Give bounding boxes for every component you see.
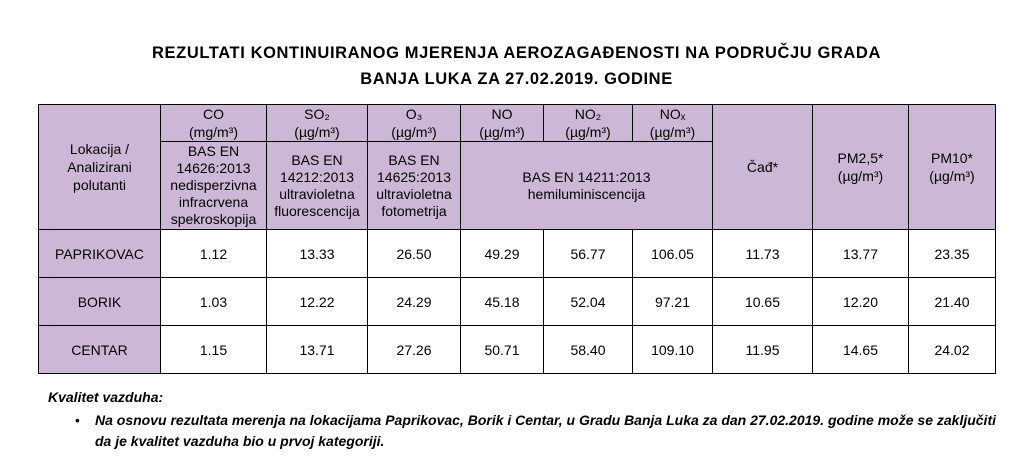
table-cell: 24.02 xyxy=(909,326,996,374)
col-header-co xyxy=(161,105,267,142)
col-header-cadj xyxy=(713,105,813,230)
page-title xyxy=(30,40,1003,92)
results-table xyxy=(38,104,996,374)
pollutant-name: NOₓ xyxy=(659,106,686,122)
pollutant-unit: (µg/m³) xyxy=(837,168,884,184)
corner-header: Lokacija / Analizirani polutanti xyxy=(39,105,161,230)
table-cell: 1.03 xyxy=(161,278,267,326)
col-header-pm10 xyxy=(909,105,996,230)
table-cell: 11.73 xyxy=(713,230,813,278)
col-header-o3 xyxy=(368,105,461,142)
method-so2: BAS EN 14212:2013 ultravioletna fluorescencija xyxy=(267,142,368,230)
air-quality-note-row xyxy=(48,410,1003,452)
table-cell: 58.40 xyxy=(544,326,633,374)
table-cell: 24.29 xyxy=(368,278,461,326)
row-header-location: PAPRIKOVAC xyxy=(39,230,161,278)
pollutant-name: NO xyxy=(491,106,513,122)
table-cell: 12.22 xyxy=(267,278,368,326)
table-cell: 12.20 xyxy=(813,278,909,326)
pollutant-name: SO₂ xyxy=(304,106,330,122)
table-cell: 14.65 xyxy=(813,326,909,374)
table-row-centar xyxy=(39,326,996,374)
title-line-2: BANJA LUKA ZA 27.02.2019. GODINE xyxy=(360,70,673,88)
pollutant-unit: (µg/m³) xyxy=(649,124,696,140)
table-cell: 13.77 xyxy=(813,230,909,278)
pollutant-unit: (µg/m³) xyxy=(391,124,437,140)
table-cell: 1.12 xyxy=(161,230,267,278)
bullet-icon: • xyxy=(75,413,80,428)
col-header-so2 xyxy=(267,105,368,142)
table-cell: 10.65 xyxy=(713,278,813,326)
table-cell: 27.26 xyxy=(368,326,461,374)
table-cell: 21.40 xyxy=(909,278,996,326)
row-header-location: BORIK xyxy=(39,278,161,326)
title-line-1: REZULTATI KONTINUIRANOG MJERENJA AEROZAGAĐENOSTI NA PODRUČJU GRADA xyxy=(152,44,881,62)
table-cell: 26.50 xyxy=(368,230,461,278)
table-cell: 49.29 xyxy=(461,230,544,278)
table-cell: 1.15 xyxy=(161,326,267,374)
table-cell: 97.21 xyxy=(633,278,713,326)
method-o3: BAS EN 14625:2013 ultravioletna fotometrija xyxy=(368,142,461,230)
table-cell: 23.35 xyxy=(909,230,996,278)
col-header-pm25 xyxy=(813,105,909,230)
method-no-group: BAS EN 14211:2013 hemiluminiscencija xyxy=(461,142,713,230)
pollutant-name: PM10* xyxy=(930,150,974,166)
air-quality-footer xyxy=(48,387,1003,452)
col-header-no xyxy=(461,105,544,142)
header-row-pollutants xyxy=(39,105,996,142)
table-cell: 106.05 xyxy=(633,230,713,278)
method-co: BAS EN 14626:2013 nedisperzivna infracrvena spekroskopija xyxy=(161,142,267,230)
pollutant-unit: (µg/m³) xyxy=(479,124,525,140)
table-cell: 45.18 xyxy=(461,278,544,326)
table-row-borik xyxy=(39,278,996,326)
pollutant-unit: (µg/m³) xyxy=(294,124,340,140)
row-header-location: CENTAR xyxy=(39,326,161,374)
table-cell: 56.77 xyxy=(544,230,633,278)
pollutant-name: Čađ* xyxy=(746,159,779,175)
table-cell: 50.71 xyxy=(461,326,544,374)
table-cell: 11.95 xyxy=(713,326,813,374)
col-header-nox xyxy=(633,105,713,142)
pollutant-unit: (µg/m³) xyxy=(565,124,611,140)
pollutant-name: PM2,5* xyxy=(837,150,884,166)
col-header-no2 xyxy=(544,105,633,142)
table-cell: 109.10 xyxy=(633,326,713,374)
pollutant-name: NO₂ xyxy=(574,106,602,122)
pollutant-unit: (µg/m³) xyxy=(929,168,975,184)
table-row-paprikovac xyxy=(39,230,996,278)
pollutant-unit: (mg/m³) xyxy=(189,124,238,140)
pollutant-name: CO xyxy=(203,106,224,122)
air-quality-note: Na osnovu rezultata merenja na lokacijama Paprikovac, Borik i Centar, u Gradu Banja Luka za dan 27.02.2019. godine može se zaključiti da je kvalitet vazduha bio u prvoj kategoriji. xyxy=(95,412,996,449)
table-cell: 13.71 xyxy=(267,326,368,374)
table-cell: 52.04 xyxy=(544,278,633,326)
pollutant-name: O₃ xyxy=(405,106,423,122)
table-cell: 13.33 xyxy=(267,230,368,278)
air-quality-heading: Kvalitet vazduha: xyxy=(48,389,164,405)
